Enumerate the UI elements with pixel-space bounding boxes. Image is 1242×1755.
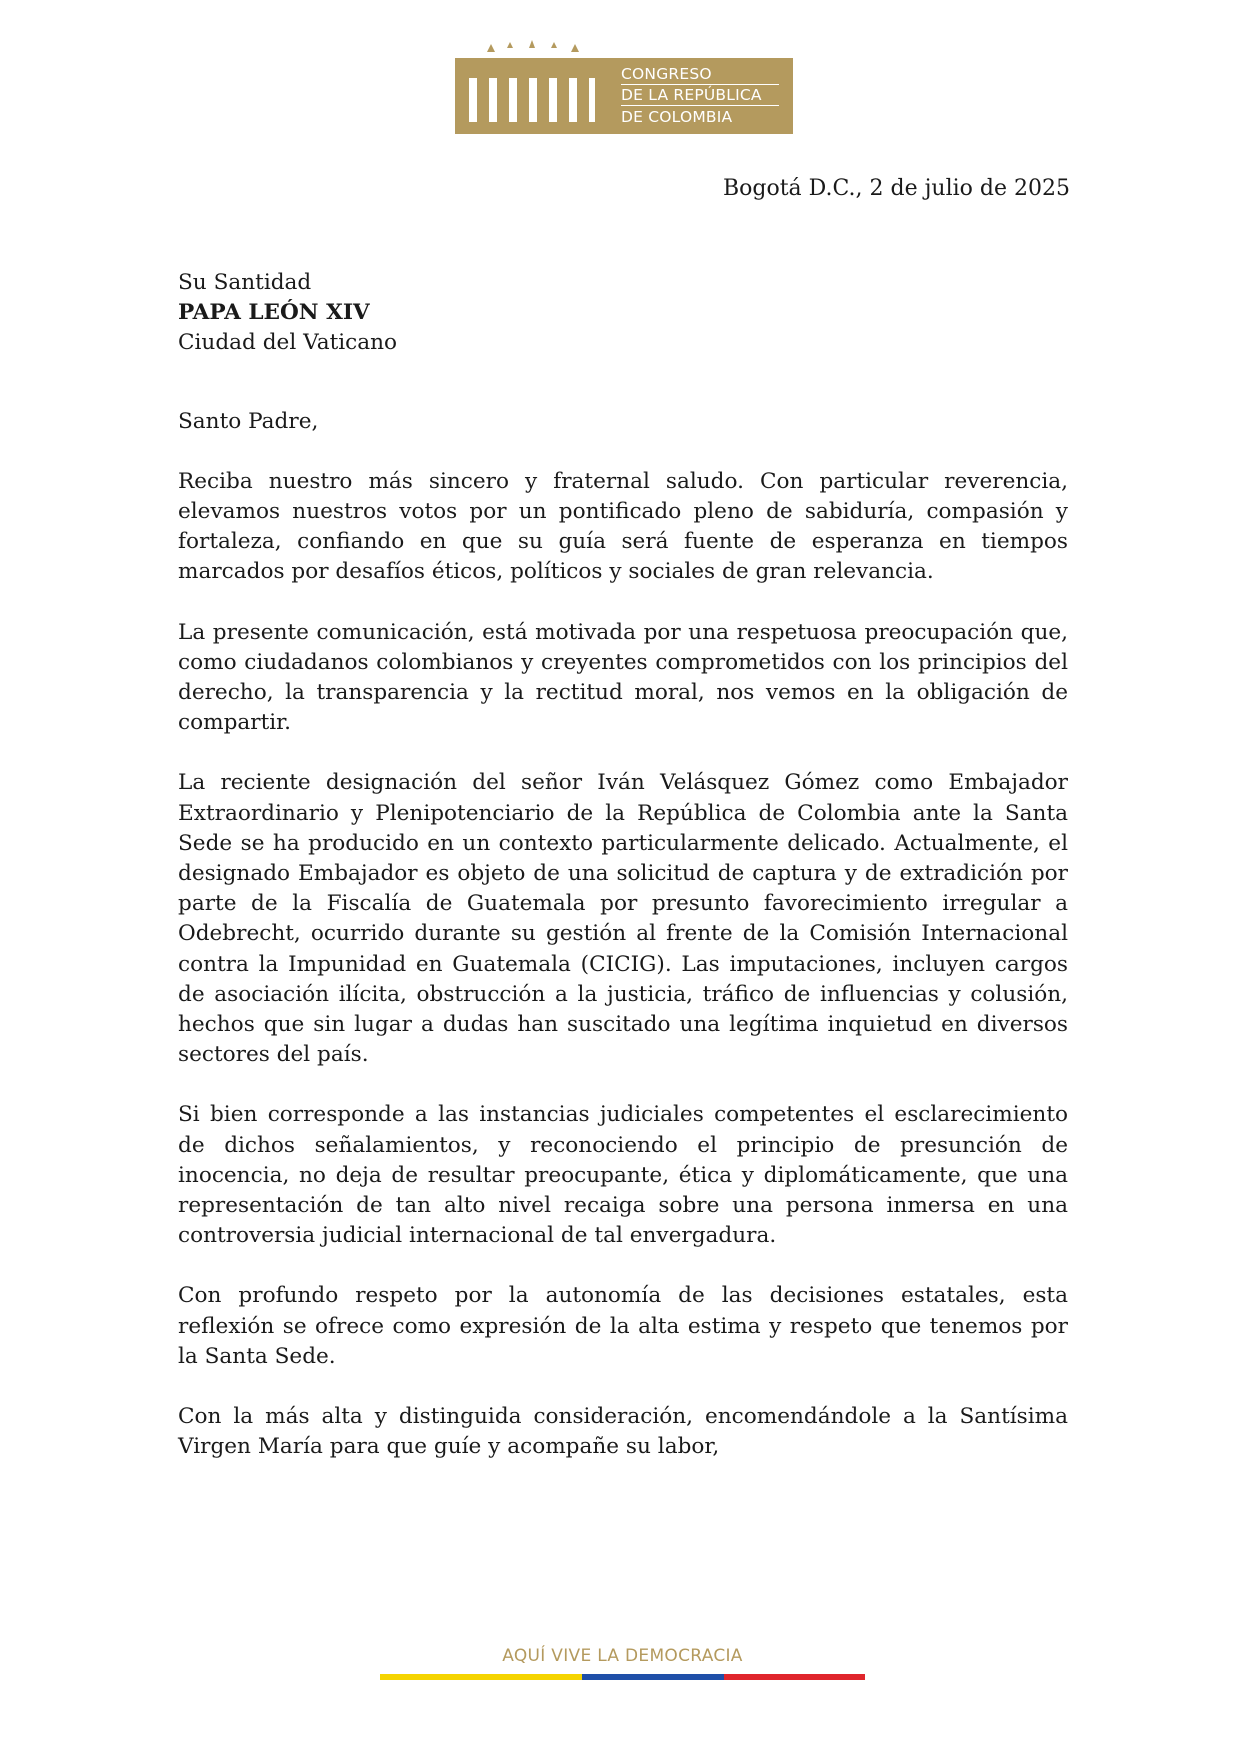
flag-red-stripe — [724, 1674, 865, 1680]
letter-date: Bogotá D.C., 2 de julio de 2025 — [722, 176, 1070, 201]
salutation: Santo Padre, — [178, 408, 319, 434]
paragraph: La reciente designación del señor Iván Velásquez Gómez como Embajador Extraordinario y Plenipotenciario de la República de Colombia ante la Santa Sede se ha producido en un contexto particularmente delicado. Actualmente, el designado Embajador es objeto de una solicitud de captura y de extradición por parte de la Fiscalía de Guatemala por presunto favorecimiento irregular a Odebrecht, ocurrido durante su gestión al frente de la Comisión Internacional contra la Impunidad en Guatemala (CICIG). Las imputaciones, incluyen cargos de asociación ilícita, obstrucción a la justicia, tráfico de influencias y colusión, hechos que sin lugar a dudas han suscitado una legítima inquietud en diversos sectores del país. — [178, 770, 1068, 1068]
letterhead-logo — [455, 38, 795, 136]
paragraph: Con la más alta y distinguida consideración, encomendándole a la Santísima Virgen María para que guíe y acompañe su labor, — [178, 1404, 1068, 1460]
logo-line-1: CONGRESO — [621, 64, 779, 85]
capitol-building-icon — [455, 38, 605, 136]
logo-line-3: DE COLOMBIA — [621, 108, 733, 126]
footer — [380, 1646, 865, 1680]
colombia-flag-bar — [380, 1674, 865, 1680]
paragraph: Reciba nuestro más sincero y fraternal saludo. Con particular reverencia, elevamos nuestros votos por un pontificado pleno de sabiduría, compasión y fortaleza, confiando en que su guía será fuente de esperanza en tiempos marcados por desafíos éticos, políticos y sociales de gran relevancia. — [178, 468, 1068, 585]
recipient-block — [178, 268, 1068, 359]
letter-body — [178, 268, 1068, 1463]
paragraph: Con profundo respeto por la autonomía de las decisiones estatales, esta reflexión se ofrece como expresión de la alta estima y respeto que tenemos por la Santa Sede. — [178, 1283, 1068, 1369]
recipient-name: PAPA LEÓN XIV — [178, 300, 370, 326]
paragraph: Si bien corresponde a las instancias judiciales competentes el esclarecimiento de dichos señalamientos, y reconociendo el principio de presunción de inocencia, no deja de resultar preocupante, ética y diplomáticamente, que una representación de tan alto nivel recaiga sobre una persona inmersa en una controversia judicial internacional de tal envergadura. — [178, 1102, 1068, 1249]
logo-line-2: DE LA REPÚBLICA — [621, 85, 779, 106]
flag-yellow-stripe — [380, 1674, 582, 1680]
footer-motto: AQUÍ VIVE LA DEMOCRACIA — [502, 1646, 743, 1666]
logo-wordmark — [605, 58, 793, 134]
paragraph: La presente comunicación, está motivada por una respetuosa preocupación que, como ciudadanos colombianos y creyentes comprometidos con los principios del derecho, la transparencia y la rectitud moral, nos vemos en la obligación de compartir. — [178, 619, 1068, 736]
recipient-place: Ciudad del Vaticano — [178, 330, 398, 356]
recipient-title: Su Santidad — [178, 270, 312, 295]
flag-blue-stripe — [582, 1674, 723, 1680]
